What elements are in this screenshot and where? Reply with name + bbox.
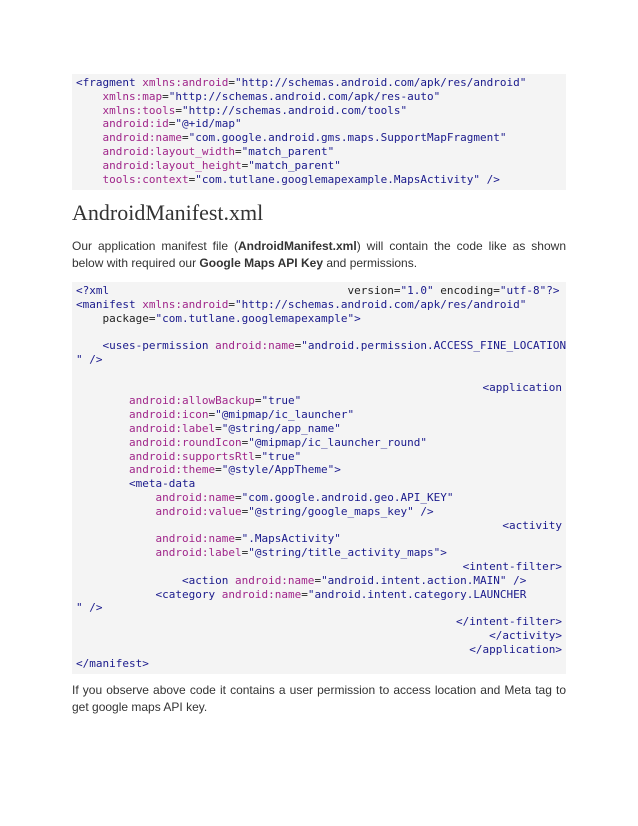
code-line: <activity: [502, 518, 562, 532]
code-line: android:layout_width="match_parent": [102, 144, 335, 158]
code-line: </activity>: [489, 628, 562, 642]
code-line: xmlns:tools="http://schemas.android.com/tools": [102, 103, 408, 117]
code-line: </application>: [469, 642, 562, 656]
manifest-filename: AndroidManifest.xml: [238, 239, 357, 253]
code-line: android:label="@string/title_activity_maps">: [155, 546, 447, 560]
code-line: android:roundIcon="@mipmap/ic_launcher_round": [128, 435, 428, 449]
api-key-term: Google Maps API Key: [199, 256, 323, 270]
code-line: " />: [76, 352, 103, 366]
code-line: android:allowBackup="true": [128, 394, 302, 408]
closing-paragraph: If you observe above code it contains a user permission to access location and Meta tag to get google maps API key.: [72, 683, 566, 714]
code-line: android:icon="@mipmap/ic_launcher": [128, 408, 355, 422]
code-line: <fragment xmlns:android="http://schemas.android.com/apk/res/android": [76, 76, 527, 89]
code-line: <?xml version="1.0" encoding="utf-8"?>: [76, 284, 560, 297]
code-line: </intent-filter>: [456, 615, 562, 629]
code-line: tools:context="com.tutlane.googlemapexample.MapsActivity" />: [102, 172, 500, 186]
code-line: android:supportsRtl="true": [128, 449, 302, 463]
code-line: <intent-filter>: [462, 559, 562, 573]
code-line: xmlns:map="http://schemas.android.com/apk/res-auto": [102, 89, 441, 103]
code-line: android:value="@string/google_maps_key" />: [155, 504, 434, 518]
section-heading: AndroidManifest.xml: [72, 200, 264, 225]
code-line: android:name="com.google.android.gms.maps.SupportMapFragment": [102, 131, 507, 145]
code-line: </manifest>: [76, 656, 149, 670]
code-line: " />: [76, 601, 103, 615]
code-block-manifest: [72, 282, 566, 674]
code-line: package="com.tutlane.googlemapexample">: [76, 311, 361, 325]
code-line: android:name="com.google.android.geo.API_KEY": [155, 490, 454, 504]
code-line: <meta-data: [128, 477, 196, 491]
code-line: android:theme="@style/AppTheme">: [128, 463, 341, 477]
code-line: <category android:name="android.intent.category.LAUNCHER: [155, 587, 527, 601]
intro-paragraph: Our application manifest file (AndroidManifest.xml) will contain the code like as shown below with required our Google Maps API Key and permissions.: [72, 239, 566, 270]
code-line: android:label="@string/app_name": [128, 421, 341, 435]
code-line: [76, 367, 566, 381]
code-line: android:layout_height="match_parent": [102, 158, 341, 172]
code-line: <action android:name="android.intent.action.MAIN" />: [181, 573, 527, 587]
code-block-fragment: [72, 74, 566, 190]
code-line: [76, 325, 566, 339]
code-line: <uses-permission android:name="android.permission.ACCESS_FINE_LOCATION: [102, 339, 566, 353]
code-line: <manifest xmlns:android="http://schemas.android.com/apk/res/android": [76, 297, 527, 311]
code-line: <application: [482, 380, 562, 394]
code-line: android:name=".MapsActivity": [155, 532, 341, 546]
code-line: android:id="@+id/map": [102, 117, 242, 131]
